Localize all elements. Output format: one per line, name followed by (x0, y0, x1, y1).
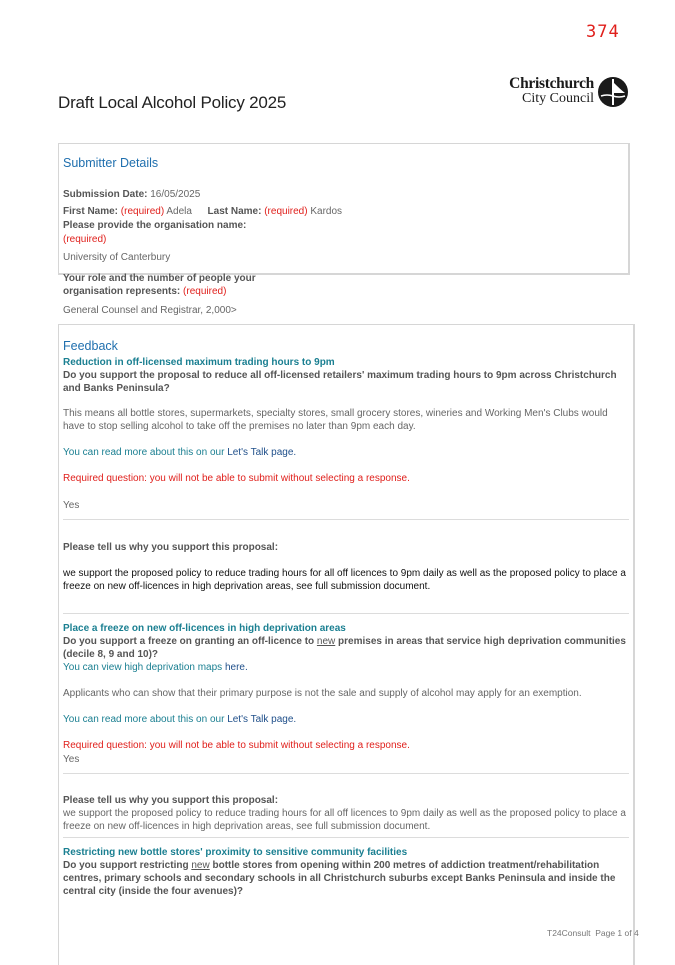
role-label-text: organisation represents: (63, 286, 181, 297)
submission-date-row (63, 188, 200, 201)
q2-maps-link[interactable]: here. (224, 662, 248, 673)
q2-answer: Yes (63, 754, 80, 765)
q2-maps (63, 661, 248, 674)
q2-question-new: new (316, 636, 336, 647)
divider (63, 519, 629, 520)
q2-info: Applicants who can show that their primary purpose is not the sale and supply of alcohol may apply for an exemption. (63, 688, 582, 699)
required-marker: (required) (63, 234, 107, 245)
q1-required-note: Required question: you will not be able to submit without selecting a response. (63, 473, 410, 484)
q2-title: Place a freeze on new off-licences in high deprivation areas (63, 623, 346, 634)
last-name-value: Kardos (310, 206, 343, 217)
logo-line-1: Christchurch (509, 75, 594, 92)
first-name-value: Adela (166, 206, 192, 217)
q2-question-part-b: premises in areas that service high deprivation communities (decile 8, 9 and 10)? (63, 636, 626, 660)
logo-line-2: City Council (522, 91, 594, 106)
q3-question-part-b: bottle stores from opening within 200 metres of addiction treatment/rehabilitation centres, primary schools and secondary schools in all Christchurch suburbs except Banks Peninsula and inside the central city (inside the four avenues)? (63, 860, 616, 897)
q3-question-new: new (191, 860, 210, 871)
q1-info: This means all bottle stores, supermarkets, specialty stores, small grocery stores, wineries and Working Men's Clubs would have to stop selling alcohol to take off the premises no later than 9pm each day. (63, 408, 608, 432)
council-logo (500, 76, 630, 108)
q1-lets-talk-link[interactable]: Let's Talk page. (227, 447, 297, 458)
footer-app: T24Consult (547, 928, 591, 938)
submission-date-value: 16/05/2025 (150, 189, 201, 200)
role-value: General Counsel and Registrar, 2,000> (63, 305, 237, 316)
q2-why-answer: we support the proposed policy to reduce trading hours for all off licences to 9pm daily as well as the proposed policy to place a freeze on new off-licences in high deprivation areas, see full submission document. (63, 808, 626, 832)
q1-why-label: Please tell us why you support this proposal: (63, 542, 279, 553)
required-marker: (required) (183, 286, 227, 297)
q3-title: Restricting new bottle stores' proximity to sensitive community facilities (63, 847, 408, 858)
q1-read-more-text: You can read more about this on our (63, 447, 228, 458)
divider (63, 773, 629, 774)
q2-question (63, 635, 628, 661)
first-name-label: First Name: (63, 206, 119, 217)
q1-answer: Yes (63, 500, 80, 511)
submitter-section-title: Submitter Details (63, 156, 159, 170)
document-title: Draft Local Alcohol Policy 2025 (58, 93, 287, 112)
organisation-value: University of Canterbury (63, 252, 171, 263)
q2-lets-talk-link[interactable]: Let's Talk page. (227, 714, 297, 725)
q1-question: Do you support the proposal to reduce all off-licensed retailers' maximum trading hours to 9pm across Christchurch and Banks Peninsula? (63, 370, 617, 394)
q2-read-more-text: You can read more about this on our (63, 714, 228, 725)
required-marker: (required) (264, 206, 308, 217)
name-row (63, 205, 342, 218)
q2-read-more (63, 713, 296, 726)
organisation-label: Please provide the organisation name: (63, 220, 247, 231)
footer-page: Page 1 of 4 (595, 928, 639, 938)
page-number: 374 (586, 22, 620, 42)
council-emblem-icon (597, 76, 629, 108)
role-label-line-2 (63, 285, 226, 298)
q1-why-answer: we support the proposed policy to reduce trading hours for all off licences to 9pm daily as well as the proposed policy to place a freeze on new off-licences in high deprivation areas, see full submission document. (63, 568, 626, 592)
q3-question-part-a: Do you support restricting (63, 860, 192, 871)
required-marker: (required) (120, 206, 165, 217)
page-footer (547, 928, 639, 938)
submission-date-label: Submission Date: (63, 189, 148, 200)
q1-title: Reduction in off-licensed maximum trading hours to 9pm (63, 357, 335, 368)
q2-maps-text: You can view high deprivation maps (63, 662, 225, 673)
divider (63, 613, 629, 614)
q3-question (63, 859, 628, 898)
last-name-label: Last Name: (207, 206, 262, 217)
divider (63, 837, 629, 838)
q2-question-part-a: Do you support a freeze on granting an off-licence to (63, 636, 317, 647)
q1-read-more (63, 446, 296, 459)
feedback-section-title: Feedback (63, 339, 118, 353)
q2-required-note: Required question: you will not be able to submit without selecting a response. (63, 740, 410, 751)
q2-why-label: Please tell us why you support this proposal: (63, 795, 279, 806)
role-label-line-1: Your role and the number of people your (63, 273, 256, 284)
